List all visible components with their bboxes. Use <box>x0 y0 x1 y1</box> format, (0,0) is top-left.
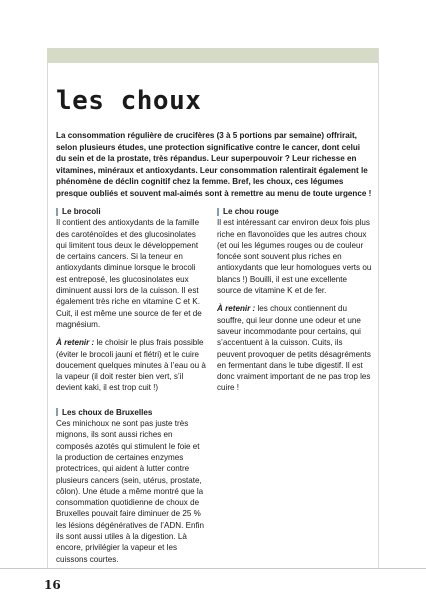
section-heading-chou-rouge <box>217 206 372 217</box>
right-column <box>217 206 372 401</box>
top-margin <box>0 0 426 48</box>
left-column <box>56 206 206 572</box>
bruxelles-heading: Les choux de Bruxelles <box>62 407 153 417</box>
retenir-label: À retenir : <box>56 338 95 348</box>
left-frame-rule <box>47 63 48 568</box>
heading-marker-icon <box>217 208 219 216</box>
retenir-label: À retenir : <box>217 304 256 314</box>
chou-rouge-retenir <box>217 303 372 393</box>
page-number: 16 <box>44 578 61 592</box>
retenir-text: le choisir le plus frais possible (éviter le brocoli jauni et flétri) et le cuire doucement quelques minutes à l’eau ou à la vapeur (il doit rester bien vert, s’il devient kaki, il est trop cuit !) <box>56 338 206 393</box>
chou-rouge-heading: Le chou rouge <box>223 207 279 216</box>
heading-marker-icon <box>56 408 58 416</box>
right-frame-rule <box>378 48 379 568</box>
heading-marker-icon <box>56 208 58 216</box>
bruxelles-paragraph: Ces minichoux ne sont pas juste très mignons, ils sont aussi riches en composés azotés qui stimulent le foie et la production de certaines enzymes protectrices, qui aident à lutter contre plusieurs cancers (sein, utérus, prostate, côlon). Une étude a même montré que la consommation quotidienne de choux de Bruxelles pouvait faire diminuer de 25 % les lésions dégénératives de l’ADN. Enfin ils sont aussi utiles à la digestion. Là encore, privilégier la vapeur et les cuissons courtes. <box>56 419 205 564</box>
brocoli-heading: Le brocoli <box>62 207 101 216</box>
retenir-text: les choux contiennent du souffre, qui leur donne une odeur et une saveur incommodante pour certains, qui s’accentuent à la cuisson. Cuits, ils peuvent provoquer de petits désagréments en fermentant dans le tube digestif. Il est donc vraiment important de ne pas trop les cuire ! <box>217 304 371 393</box>
brocoli-paragraph: Il contient des antioxydants de la famille des caroténoïdes et des glucosinolates qui limitent tous deux le développement de certains cancers. Si la teneur en antioxydants diminue lorsque le brocoli est entreposé, les glucosinolates eux diminuent aussi lors de la cuisson. Il est également très riche en vitamine C et K. Cuit, il est même une source de fer et de magnésium. <box>56 218 202 329</box>
section-heading-brocoli <box>56 206 206 217</box>
header-accent-band <box>47 48 378 63</box>
chou-rouge-paragraph: Il est intéressant car environ deux fois plus riche en flavonoïdes que les autres choux (et oui les légumes rouges ou de couleur foncée sont souvent plus riches en antioxydants que leur homologues verts ou blancs !) Bouilli, il est une excellente source de vitamine K et de fer. <box>217 218 372 296</box>
brocoli-retenir <box>56 337 206 393</box>
section-heading-bruxelles <box>56 407 206 418</box>
page-title: les choux <box>56 86 202 116</box>
intro-paragraph: La consommation régulière de crucifères (3 à 5 portions par semaine) offrirait, selon plusieurs études, une protection significative contre le cancer, dont celui du sein et de la prostate, très répandus. Leur superpouvoir ? Leur richesse en vitamines, minéraux et antioxydants. Leur consommation ralentirait également le phénomène de déclin cognitif chez la femme. Bref, les choux, ces légumes presque oubliés et souvent mal-aimés sont à remettre au menu de toute urgence ! <box>56 131 372 198</box>
